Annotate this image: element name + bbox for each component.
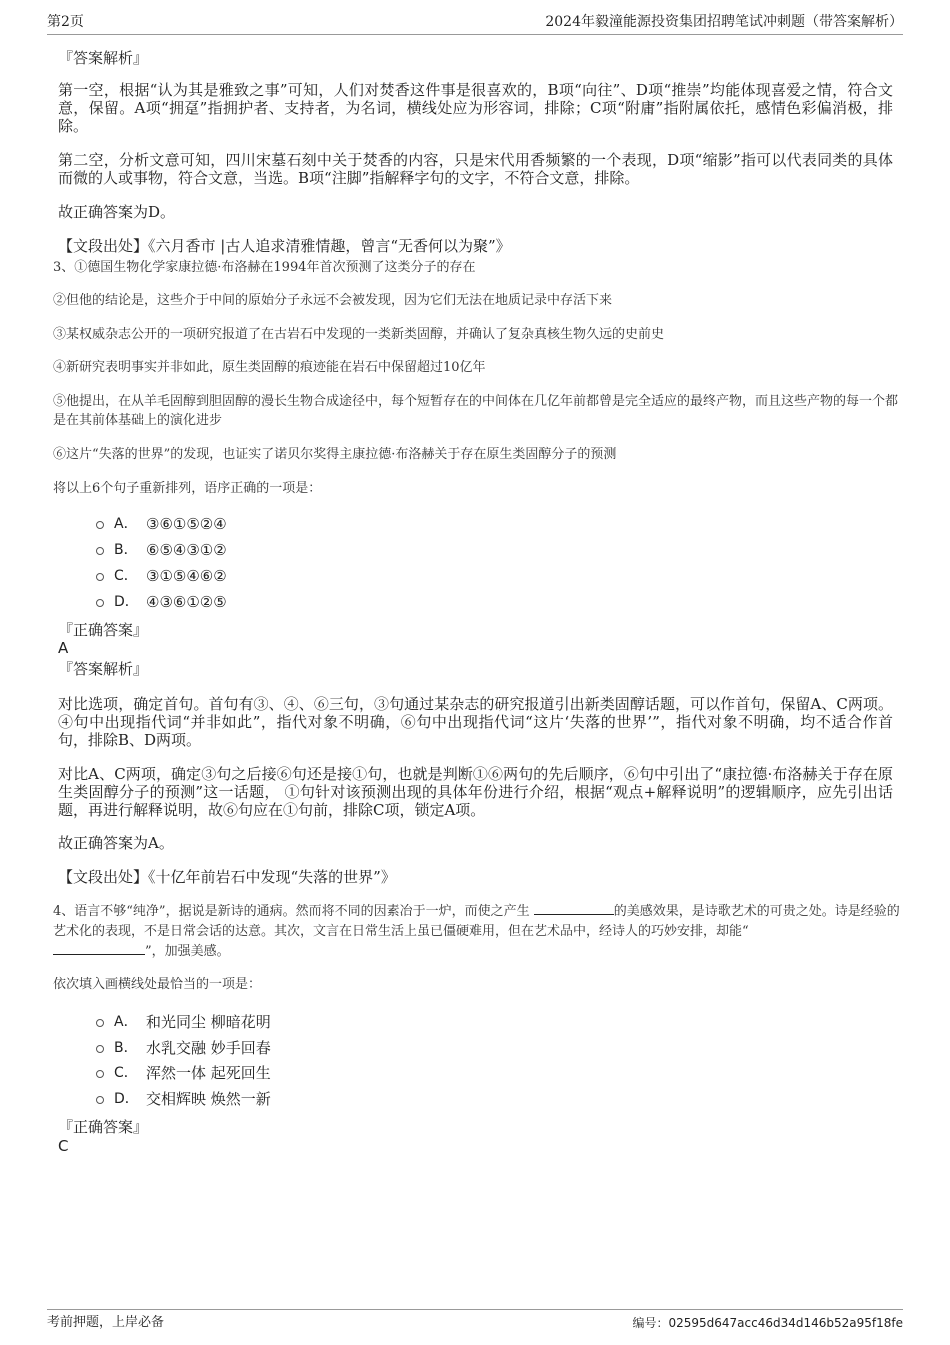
question-sentence: ④新研究表明事实并非如此，原生类固醇的痕迹能在岩石中保留超过10亿年 <box>53 360 486 375</box>
option-a[interactable] <box>96 514 396 534</box>
radio-button-icon[interactable] <box>96 1096 104 1104</box>
source-citation: 【文段出处】《十亿年前岩石中发现“失落的世界”》 <box>58 868 396 886</box>
page-number: 第2页 <box>47 14 84 30</box>
answer-conclusion: 故正确答案为D。 <box>58 203 176 221</box>
question-prompt: 将以上6个句子重新排列，语序正确的一项是： <box>53 481 322 496</box>
question-sentence: ③某权威杂志公开的一项研究报道了在古岩石中发现的一类新类固醇，并确认了复杂真核生物久远的史前史 <box>53 327 665 342</box>
footer-slogan: 考前押题，上岸必备 <box>47 1315 165 1330</box>
question-prompt: 依次填入画横线处最恰当的一项是： <box>53 977 262 992</box>
option-text: ③⑥①⑤②④ <box>146 515 227 533</box>
option-c[interactable] <box>96 566 396 586</box>
option-text: 水乳交融 妙手回春 <box>146 1039 271 1057</box>
fill-blank <box>534 902 614 915</box>
radio-button-icon[interactable] <box>96 521 104 529</box>
analysis-heading: 『答案解析』 <box>58 49 149 67</box>
option-letter: C． <box>114 568 138 584</box>
option-text: ③①⑤④⑥② <box>146 567 227 585</box>
source-citation: 【文段出处】《六月香市 |古人追求清雅情趣，曾言“无香何以为聚”》 <box>58 237 511 255</box>
option-letter: C． <box>114 1065 138 1081</box>
page-header <box>47 12 903 35</box>
option-d[interactable] <box>96 1089 396 1109</box>
option-d[interactable] <box>96 592 396 612</box>
option-letter: D． <box>114 594 139 610</box>
option-a[interactable] <box>96 1012 396 1032</box>
analysis-paragraph: 第一空，根据“认为其是雅致之事”可知，人们对焚香这件事是很喜欢的，B项“向往”、D项“推崇”均能体现喜爱之情，符合文意，保留。A项“拥趸”指拥护者、支持者，为名词，横线处应为形容词，排除；C项“附庸”指附属依托，感情色彩偏消极，排除。 <box>58 81 893 135</box>
option-b[interactable] <box>96 540 396 560</box>
option-text: 交相辉映 焕然一新 <box>146 1090 271 1108</box>
correct-answer-heading: 『正确答案』 <box>58 621 149 639</box>
option-letter: A． <box>114 516 138 532</box>
question-stem: 4、语言不够“纯净”，据说是新诗的通病。然而将不同的因素冶于一炉，而使之产生 的美感效果，是诗歌艺术的可贵之处。诗是经验的艺术化的表现，不是日常会话的达意。其次，文言在日常生活上虽已僵硬难用，但在艺术品中，经诗人的巧妙安排，却能“ ”，加强美感。 <box>53 904 900 959</box>
question-sentence: ⑤他提出，在从羊毛固醇到胆固醇的漫长生物合成途径中，每个短暂存在的中间体在几亿年前都曾是完全适应的最终产物，而且这些产物的每一个都是在其前体基础上的演化进步 <box>53 394 899 428</box>
option-b[interactable] <box>96 1038 396 1058</box>
document-title: 2024年毅潼能源投资集团招聘笔试冲刺题（带答案解析） <box>545 14 903 30</box>
fill-blank <box>53 942 145 955</box>
analysis-heading: 『答案解析』 <box>58 660 149 678</box>
radio-button-icon[interactable] <box>96 1070 104 1078</box>
option-letter: D． <box>114 1091 139 1107</box>
option-letter: A． <box>114 1014 138 1030</box>
analysis-paragraph: 对比选项，确定首句。首句有③、④、⑥三句，③句通过某杂志的研究报道引出新类固醇话题，可以作首句，保留A、C两项。④句中出现指代词“并非如此”，指代对象不明确，⑥句中出现指代词“这片‘失落的世界’”，指代对象不明确，均不适合作首句，排除B、D两项。 <box>58 695 893 749</box>
analysis-paragraph: 对比A、C两项，确定③句之后接⑥句还是接①句，也就是判断①⑥两句的先后顺序，⑥句中引出了“康拉德·布洛赫关于存在原生类固醇分子的预测”这一话题， ①句针对该预测出现的具体年份进行介绍，根据“观点+解释说明”的逻辑顺序，应先引出话题，再进行解释说明，故⑥句应在①句前，排除C项，锁定A项。 <box>58 765 893 819</box>
correct-answer-heading: 『正确答案』 <box>58 1118 149 1136</box>
question-sentence: ②但他的结论是，这些介于中间的原始分子永远不会被发现，因为它们无法在地质记录中存活下来 <box>53 293 613 308</box>
option-text: 浑然一体 起死回生 <box>146 1064 271 1082</box>
option-text: 和光同尘 柳暗花明 <box>146 1013 271 1031</box>
option-letter: B． <box>114 1040 138 1056</box>
option-text: ④③⑥①②⑤ <box>146 593 227 611</box>
answer-conclusion: 故正确答案为A。 <box>58 834 174 852</box>
question-sentence: 3、①德国生物化学家康拉德·布洛赫在1994年首次预测了这类分子的存在 <box>53 260 476 275</box>
radio-button-icon[interactable] <box>96 573 104 581</box>
correct-answer: C <box>58 1137 69 1155</box>
radio-button-icon[interactable] <box>96 547 104 555</box>
radio-button-icon[interactable] <box>96 599 104 607</box>
page-footer <box>47 1309 903 1332</box>
radio-button-icon[interactable] <box>96 1019 104 1027</box>
correct-answer: A <box>58 639 69 657</box>
radio-button-icon[interactable] <box>96 1045 104 1053</box>
analysis-paragraph: 第二空，分析文意可知，四川宋墓石刻中关于焚香的内容，只是宋代用香频繁的一个表现，D项“缩影”指可以代表同类的具体而微的人或事物，符合文意，当选。B项“注脚”指解释字句的文字，不符合文意，排除。 <box>58 151 893 187</box>
option-c[interactable] <box>96 1063 396 1083</box>
document-serial: 编号：02595d647acc46d34d146b52a95f18fe <box>632 1316 903 1330</box>
option-letter: B． <box>114 542 138 558</box>
question-sentence: ⑥这片“失落的世界”的发现，也证实了诺贝尔奖得主康拉德·布洛赫关于存在原生类固醇分子的预测 <box>53 447 617 462</box>
option-text: ⑥⑤④③①② <box>146 541 227 559</box>
